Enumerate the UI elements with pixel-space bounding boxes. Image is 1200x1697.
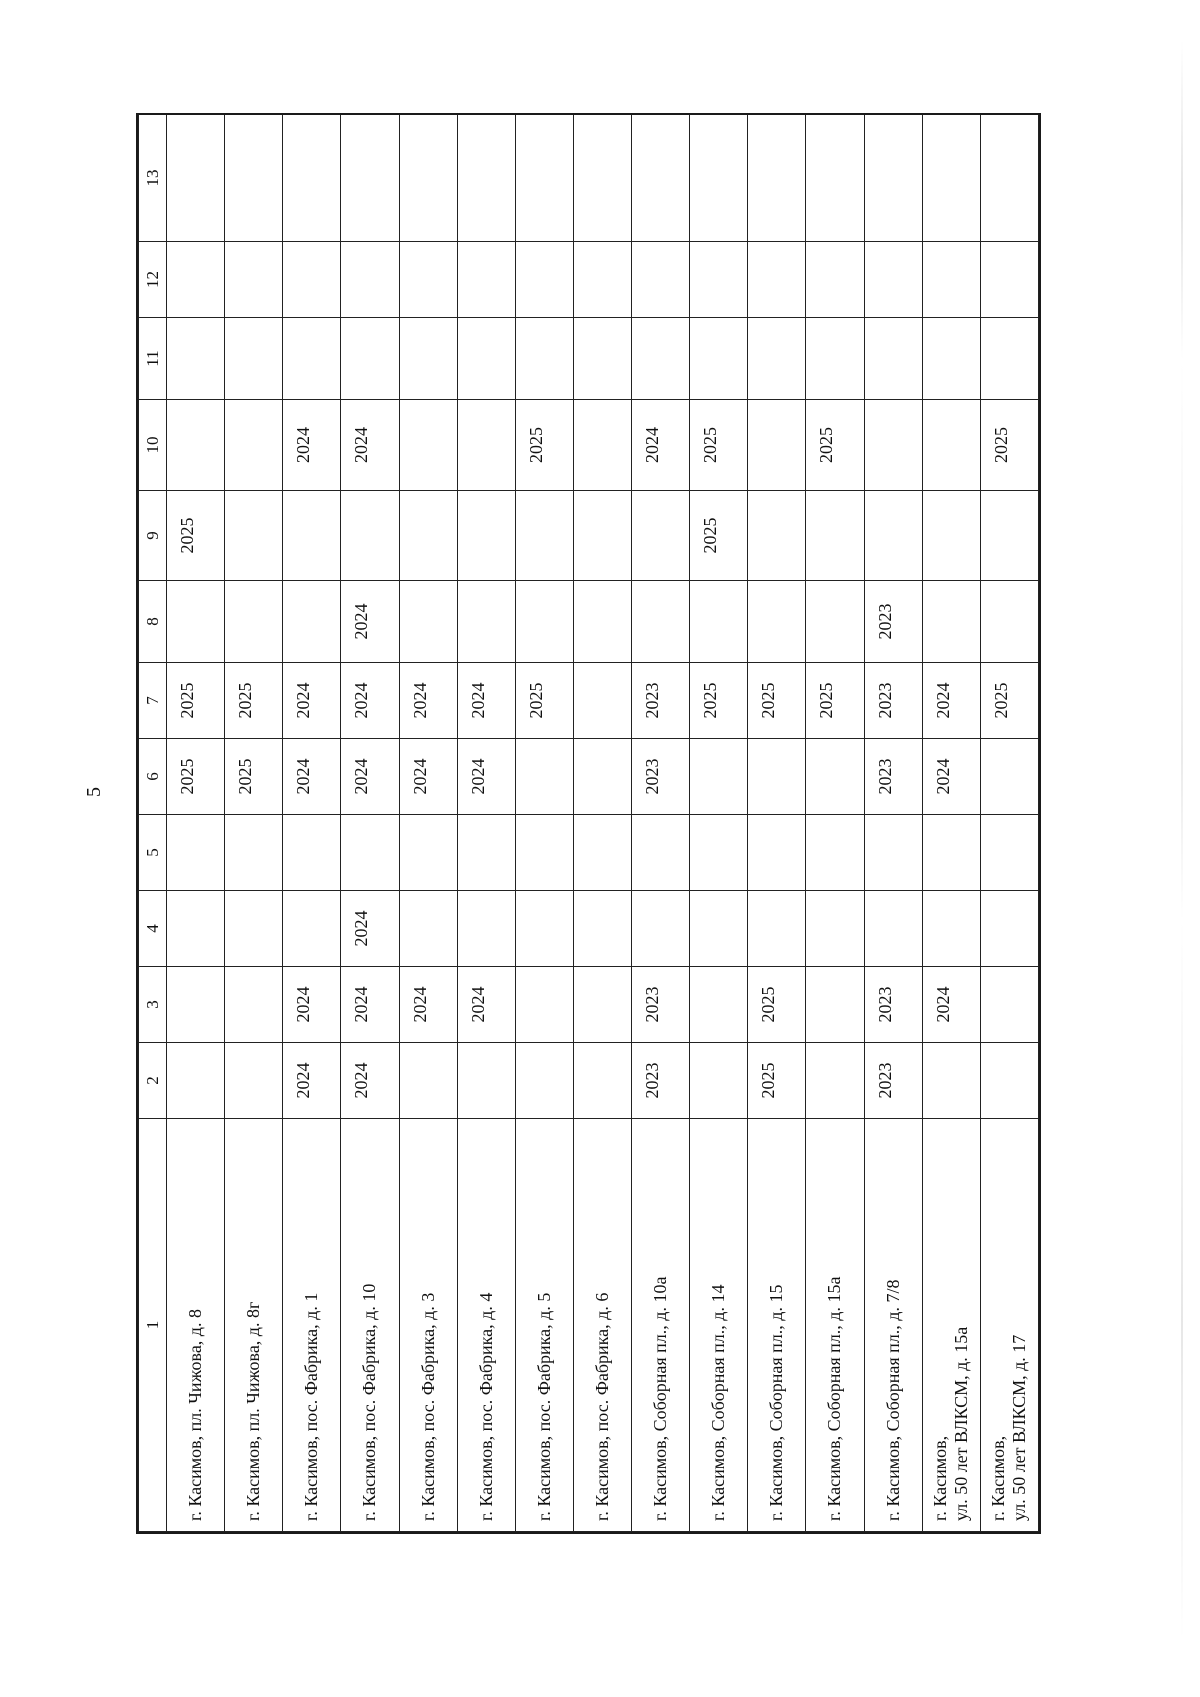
year-cell	[980, 815, 1038, 891]
year-cell	[632, 891, 690, 967]
year-cell	[225, 242, 283, 318]
year-cell	[457, 115, 515, 242]
year-cell	[225, 318, 283, 400]
year-cell	[690, 242, 748, 318]
year-cell: 2025	[806, 663, 864, 739]
table-row	[573, 115, 631, 1532]
rotated-table-container	[138, 115, 1039, 1532]
address-cell: г. Касимов, пос. Фабрика, д. 3	[399, 1119, 457, 1532]
year-cell	[515, 739, 573, 815]
column-header: 5	[139, 815, 167, 891]
year-cell: 2024	[341, 1043, 399, 1119]
column-header: 2	[139, 1043, 167, 1119]
year-cell	[748, 891, 806, 967]
year-cell	[690, 318, 748, 400]
year-cell: 2025	[225, 663, 283, 739]
year-cell	[515, 891, 573, 967]
year-cell	[167, 967, 225, 1043]
year-cell	[457, 491, 515, 581]
year-cell	[748, 491, 806, 581]
address-line: ул. 50 лет ВЛКСМ, д. 17	[1009, 1334, 1030, 1521]
year-cell	[341, 491, 399, 581]
year-cell	[573, 400, 631, 491]
address-cell: г. Касимов, пл. Чижова, д. 8г	[225, 1119, 283, 1532]
column-header: 9	[139, 491, 167, 581]
address-cell: г. Касимов, Соборная пл., д. 7/8	[864, 1119, 922, 1532]
year-cell	[167, 115, 225, 242]
year-cell	[573, 739, 631, 815]
year-cell: 2024	[283, 739, 341, 815]
column-header: 10	[139, 400, 167, 491]
year-cell	[399, 400, 457, 491]
year-cell: 2024	[632, 400, 690, 491]
year-cell	[573, 663, 631, 739]
year-cell	[806, 1043, 864, 1119]
year-cell: 2025	[748, 663, 806, 739]
year-cell	[225, 891, 283, 967]
year-cell	[225, 815, 283, 891]
year-cell	[864, 891, 922, 967]
year-cell: 2025	[748, 1043, 806, 1119]
table-body	[167, 115, 1039, 1532]
year-cell	[980, 739, 1038, 815]
table-row	[632, 115, 690, 1532]
year-cell	[399, 581, 457, 663]
year-cell	[864, 115, 922, 242]
year-cell: 2024	[283, 967, 341, 1043]
year-cell: 2025	[980, 663, 1038, 739]
year-cell: 2025	[167, 491, 225, 581]
year-cell	[225, 400, 283, 491]
year-cell	[457, 891, 515, 967]
year-cell	[748, 581, 806, 663]
year-cell: 2024	[283, 663, 341, 739]
table-row	[980, 115, 1038, 1532]
address-cell: г. Касимов, Соборная пл., д. 15а	[806, 1119, 864, 1532]
address-cell: г. Касимов, пос. Фабрика, д. 5	[515, 1119, 573, 1532]
year-cell: 2024	[399, 663, 457, 739]
year-cell	[515, 967, 573, 1043]
year-cell	[225, 115, 283, 242]
table-row	[341, 115, 399, 1532]
year-cell: 2024	[457, 739, 515, 815]
year-cell: 2025	[748, 967, 806, 1043]
year-cell	[980, 242, 1038, 318]
table-row	[806, 115, 864, 1532]
year-cell	[573, 318, 631, 400]
address-cell: г. Касимов, Соборная пл., д. 14	[690, 1119, 748, 1532]
year-cell	[399, 491, 457, 581]
year-cell: 2025	[690, 491, 748, 581]
year-cell: 2025	[515, 663, 573, 739]
table-row	[748, 115, 806, 1532]
year-cell	[632, 115, 690, 242]
year-cell	[806, 967, 864, 1043]
year-cell	[922, 115, 980, 242]
year-cell	[283, 318, 341, 400]
address-line: ул. 50 лет ВЛКСМ, д. 15а	[951, 1326, 972, 1521]
year-cell	[632, 491, 690, 581]
year-cell	[515, 815, 573, 891]
year-cell	[167, 400, 225, 491]
year-cell	[399, 815, 457, 891]
year-cell	[573, 1043, 631, 1119]
document-table-frame	[136, 113, 1041, 1534]
year-cell	[690, 891, 748, 967]
address-cell: г. Касимов, Соборная пл., д. 10а	[632, 1119, 690, 1532]
column-header: 6	[139, 739, 167, 815]
scan-edge-artifact	[1181, 40, 1183, 1640]
year-cell	[690, 1043, 748, 1119]
year-cell	[457, 815, 515, 891]
year-cell: 2024	[922, 663, 980, 739]
address-line: г. Касимов,	[930, 1435, 951, 1521]
column-header: 13	[139, 115, 167, 242]
year-cell	[225, 1043, 283, 1119]
year-cell: 2024	[922, 739, 980, 815]
year-cell	[515, 115, 573, 242]
year-cell	[515, 1043, 573, 1119]
column-header: 1	[139, 1119, 167, 1532]
year-cell: 2024	[341, 967, 399, 1043]
year-cell	[864, 400, 922, 491]
year-cell: 2024	[922, 967, 980, 1043]
year-cell	[980, 115, 1038, 242]
address-cell: г. Касимов, пл. Чижова, д. 8	[167, 1119, 225, 1532]
column-header: 11	[139, 318, 167, 400]
year-cell	[748, 815, 806, 891]
year-cell: 2025	[690, 400, 748, 491]
year-cell	[980, 1043, 1038, 1119]
year-cell: 2023	[864, 967, 922, 1043]
year-cell	[573, 891, 631, 967]
year-cell	[748, 115, 806, 242]
year-cell: 2023	[632, 1043, 690, 1119]
year-cell	[922, 491, 980, 581]
address-line: г. Касимов,	[988, 1435, 1009, 1521]
year-cell	[632, 242, 690, 318]
year-cell	[399, 1043, 457, 1119]
year-cell	[283, 581, 341, 663]
year-cell	[690, 967, 748, 1043]
year-cell: 2024	[341, 581, 399, 663]
year-cell	[399, 891, 457, 967]
address-cell: г. Касимов, Соборная пл., д. 15	[748, 1119, 806, 1532]
year-cell	[283, 815, 341, 891]
year-cell	[806, 581, 864, 663]
table-row	[399, 115, 457, 1532]
year-cell	[515, 318, 573, 400]
year-cell	[922, 581, 980, 663]
address-cell: г. Касимов, пос. Фабрика, д. 1	[283, 1119, 341, 1532]
year-cell: 2024	[283, 400, 341, 491]
year-cell: 2025	[806, 400, 864, 491]
year-cell	[283, 115, 341, 242]
year-cell	[864, 318, 922, 400]
year-cell	[690, 739, 748, 815]
year-cell	[748, 318, 806, 400]
year-cell: 2024	[341, 400, 399, 491]
year-cell: 2025	[690, 663, 748, 739]
year-cell	[167, 318, 225, 400]
year-cell	[690, 115, 748, 242]
year-cell	[806, 891, 864, 967]
year-cell	[457, 242, 515, 318]
year-cell: 2023	[864, 581, 922, 663]
year-cell	[515, 581, 573, 663]
year-cell: 2024	[341, 663, 399, 739]
year-cell	[399, 242, 457, 318]
year-cell	[573, 242, 631, 318]
table-row	[864, 115, 922, 1532]
table-row	[225, 115, 283, 1532]
year-cell	[399, 318, 457, 400]
year-cell	[341, 815, 399, 891]
year-cell	[457, 1043, 515, 1119]
year-cell: 2024	[457, 663, 515, 739]
table-row	[922, 115, 980, 1532]
year-cell	[632, 815, 690, 891]
year-cell: 2023	[632, 663, 690, 739]
year-cell	[748, 739, 806, 815]
year-cell	[457, 581, 515, 663]
year-cell	[167, 1043, 225, 1119]
schedule-table	[138, 114, 1039, 1532]
year-cell	[457, 400, 515, 491]
column-header: 3	[139, 967, 167, 1043]
year-cell	[573, 967, 631, 1043]
year-cell	[922, 891, 980, 967]
year-cell	[573, 491, 631, 581]
year-cell	[225, 581, 283, 663]
address-cell: г. Касимов, пос. Фабрика, д. 4	[457, 1119, 515, 1532]
year-cell	[283, 242, 341, 318]
column-header: 12	[139, 242, 167, 318]
column-number-row	[139, 115, 167, 1532]
year-cell	[573, 815, 631, 891]
year-cell: 2023	[632, 739, 690, 815]
year-cell	[922, 1043, 980, 1119]
year-cell	[922, 400, 980, 491]
year-cell: 2024	[341, 739, 399, 815]
address-cell: г. Касимов, пос. Фабрика, д. 10	[341, 1119, 399, 1532]
year-cell	[806, 242, 864, 318]
year-cell	[573, 581, 631, 663]
year-cell	[980, 581, 1038, 663]
year-cell	[806, 815, 864, 891]
page-number: 5	[83, 787, 105, 797]
address-cell: г. Касимов, пос. Фабрика, д. 6	[573, 1119, 631, 1532]
year-cell	[980, 967, 1038, 1043]
year-cell	[980, 891, 1038, 967]
year-cell: 2023	[632, 967, 690, 1043]
year-cell: 2025	[167, 663, 225, 739]
year-cell	[515, 491, 573, 581]
year-cell	[690, 581, 748, 663]
table-row	[283, 115, 341, 1532]
year-cell	[283, 491, 341, 581]
address-cell	[980, 1119, 1038, 1532]
year-cell	[341, 115, 399, 242]
year-cell: 2024	[399, 967, 457, 1043]
year-cell	[864, 491, 922, 581]
column-header: 4	[139, 891, 167, 967]
year-cell	[980, 491, 1038, 581]
year-cell: 2025	[225, 739, 283, 815]
year-cell: 2023	[864, 1043, 922, 1119]
year-cell	[283, 891, 341, 967]
year-cell: 2025	[167, 739, 225, 815]
year-cell: 2025	[515, 400, 573, 491]
year-cell	[690, 815, 748, 891]
year-cell	[573, 115, 631, 242]
year-cell	[515, 242, 573, 318]
year-cell: 2025	[980, 400, 1038, 491]
year-cell	[864, 242, 922, 318]
year-cell	[748, 242, 806, 318]
year-cell	[341, 242, 399, 318]
table-row	[457, 115, 515, 1532]
address-cell	[922, 1119, 980, 1532]
table-row	[167, 115, 225, 1532]
year-cell	[399, 115, 457, 242]
table-row	[690, 115, 748, 1532]
year-cell	[864, 815, 922, 891]
year-cell: 2024	[283, 1043, 341, 1119]
year-cell	[806, 739, 864, 815]
year-cell	[225, 967, 283, 1043]
year-cell	[167, 242, 225, 318]
year-cell: 2024	[341, 891, 399, 967]
year-cell	[341, 318, 399, 400]
column-header: 8	[139, 581, 167, 663]
year-cell	[806, 318, 864, 400]
year-cell: 2024	[399, 739, 457, 815]
year-cell: 2023	[864, 663, 922, 739]
year-cell	[457, 318, 515, 400]
year-cell	[922, 242, 980, 318]
year-cell	[167, 891, 225, 967]
table-row	[515, 115, 573, 1532]
year-cell	[225, 491, 283, 581]
year-cell	[806, 491, 864, 581]
year-cell	[748, 400, 806, 491]
year-cell	[922, 815, 980, 891]
year-cell	[632, 581, 690, 663]
year-cell: 2023	[864, 739, 922, 815]
year-cell	[980, 318, 1038, 400]
year-cell	[167, 815, 225, 891]
year-cell	[922, 318, 980, 400]
year-cell: 2024	[457, 967, 515, 1043]
year-cell	[806, 115, 864, 242]
column-header: 7	[139, 663, 167, 739]
year-cell	[167, 581, 225, 663]
year-cell	[632, 318, 690, 400]
